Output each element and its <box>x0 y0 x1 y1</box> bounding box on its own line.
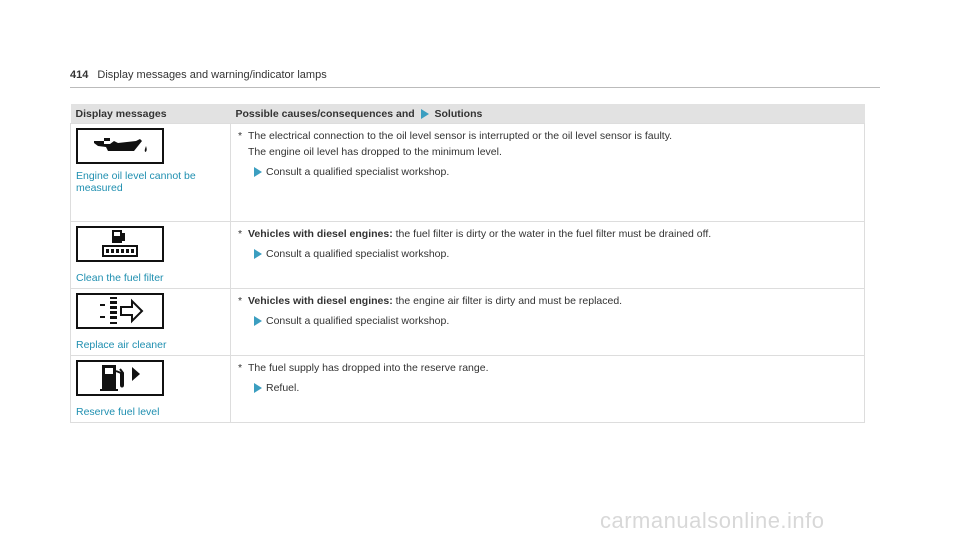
col-causes-header-text: Possible causes/consequences and <box>235 107 415 120</box>
display-message-cell <box>71 222 231 289</box>
cause-bold-text: Vehicles with diesel engines: <box>248 295 393 307</box>
footnote-star: * <box>238 130 243 142</box>
solution-text: Refuel. <box>266 382 300 394</box>
solution-item <box>236 380 859 396</box>
table-row <box>71 222 865 289</box>
solution-item <box>236 313 859 329</box>
footnote-star: * <box>238 228 243 240</box>
cause-cell <box>231 124 865 222</box>
solution-item <box>236 164 859 180</box>
table-row <box>71 289 865 356</box>
solution-text: Consult a qualified specialist workshop. <box>266 248 450 260</box>
display-message-label: Reserve fuel level <box>76 406 160 418</box>
footnote-star: * <box>238 295 243 307</box>
solution-text: Consult a qualified specialist workshop. <box>266 166 450 178</box>
table-header-row <box>71 104 865 124</box>
solution-arrow-icon <box>254 316 262 326</box>
table-row <box>71 124 865 222</box>
display-message-cell <box>71 124 231 222</box>
cause-text: the fuel filter is dirty or the water in the fuel filter must be drained off. <box>395 228 712 240</box>
col-display-messages-header: Display messages <box>71 104 231 124</box>
display-message-cell <box>71 356 231 423</box>
solution-arrow-icon <box>254 383 262 393</box>
solution-item <box>236 246 859 262</box>
fuel-pump-icon <box>76 360 164 396</box>
cause-text: The electrical connection to the oil level sensor is interrupted or the oil level sensor is faulty. <box>248 130 673 142</box>
col-solutions-header-text: Solutions <box>434 107 483 120</box>
display-message-label: Clean the fuel filter <box>76 272 164 284</box>
footnote-star: * <box>238 362 243 374</box>
cause-text: the engine air filter is dirty and must be replaced. <box>395 295 623 307</box>
solution-arrow-icon <box>254 167 262 177</box>
watermark: carmanualsonline.info <box>600 508 825 533</box>
solution-text: Consult a qualified specialist workshop. <box>266 315 450 327</box>
cause-cell <box>231 289 865 356</box>
display-message-label: Replace air cleaner <box>76 339 167 351</box>
air-filter-icon <box>76 293 164 329</box>
solution-arrow-icon <box>254 249 262 259</box>
col-causes-header <box>231 104 865 124</box>
page-header <box>70 69 327 81</box>
display-message-cell <box>71 289 231 356</box>
cause-bold-text: Vehicles with diesel engines: <box>248 228 393 240</box>
cause-cell <box>231 356 865 423</box>
solution-arrow-icon <box>421 109 429 119</box>
page-title: Display messages and warning/indicator lamps <box>97 69 327 81</box>
fuel-filter-icon <box>76 226 164 262</box>
header-divider <box>70 87 880 88</box>
cause-text: The fuel supply has dropped into the reserve range. <box>248 362 489 374</box>
cause-cell <box>231 222 865 289</box>
cause-text-2: The engine oil level has dropped to the minimum level. <box>248 146 502 158</box>
table-row <box>71 356 865 423</box>
page-number: 414 <box>70 69 89 81</box>
display-message-label: Engine oil level cannot be measured <box>76 170 196 194</box>
oil-can-icon <box>76 128 164 164</box>
display-messages-table <box>70 104 865 423</box>
